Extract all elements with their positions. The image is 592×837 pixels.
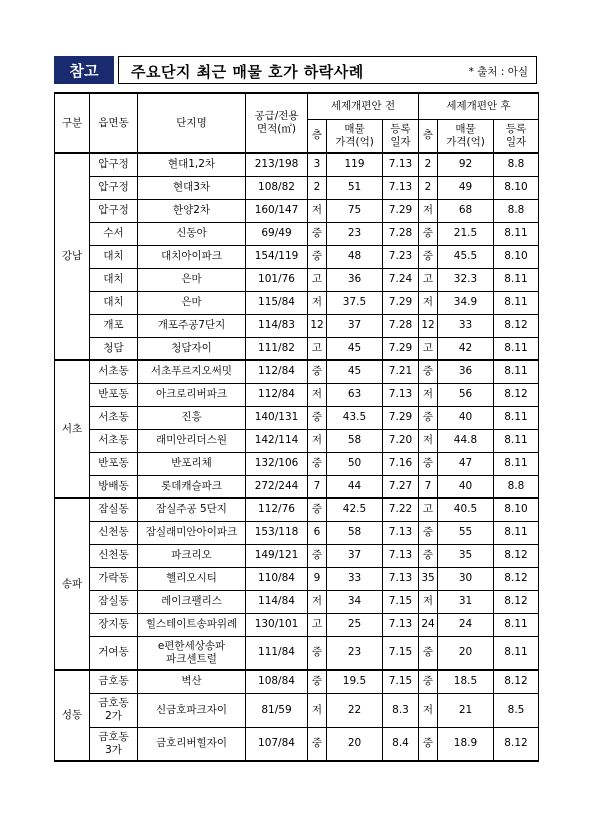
cell-bd: 7.27: [383, 475, 419, 498]
col-before-date: [383, 119, 419, 153]
cell-dong: 반포동: [90, 452, 138, 475]
cell-dong: 방배동: [90, 475, 138, 498]
cell-ap: 18.5: [438, 670, 494, 693]
cell-ap: 36: [438, 360, 494, 383]
cell-ap: 47: [438, 452, 494, 475]
cell-complex: 잠실주공 5단지: [138, 498, 246, 521]
cell-bp: 33: [327, 567, 383, 590]
cell-af: 고: [419, 268, 438, 291]
cell-af: 저: [419, 590, 438, 613]
cell-bf: 중: [308, 406, 327, 429]
cell-dong: 잠실동: [90, 590, 138, 613]
cell-bf: 저: [308, 383, 327, 406]
cell-af: 24: [419, 613, 438, 636]
cell-ap: 68: [438, 199, 494, 222]
cell-bp: 37.5: [327, 291, 383, 314]
col-after-date: [494, 119, 539, 153]
cell-af: 중: [419, 360, 438, 383]
cell-bd: 7.13: [383, 176, 419, 199]
cell-ad: 8.11: [494, 337, 539, 360]
cell-bp: 58: [327, 429, 383, 452]
cell-bd: 7.20: [383, 429, 419, 452]
cell-bp: 20: [327, 727, 383, 761]
cell-complex: 헬리오시티: [138, 567, 246, 590]
table-row: [55, 268, 539, 291]
cell-area: 110/84: [246, 567, 308, 590]
cell-complex: 금호리버힐자이: [138, 727, 246, 761]
cell-dong: 대치: [90, 291, 138, 314]
cell-af: 저: [419, 199, 438, 222]
cell-bp: 119: [327, 153, 383, 176]
table-row: [55, 153, 539, 176]
cell-bp: 34: [327, 590, 383, 613]
cell-bf: 중: [308, 222, 327, 245]
cell-complex: 신동아: [138, 222, 246, 245]
cell-bf: 중: [308, 245, 327, 268]
cell-area: 108/84: [246, 670, 308, 693]
table-row: [55, 613, 539, 636]
cell-dong: 청담: [90, 337, 138, 360]
cell-ap: 21: [438, 693, 494, 727]
cell-area: 115/84: [246, 291, 308, 314]
cell-bd: 8.3: [383, 693, 419, 727]
col-area: [246, 93, 308, 153]
cell-dong: 금호동 2가: [90, 693, 138, 727]
cell-dong: 장지동: [90, 613, 138, 636]
cell-ad: 8.11: [494, 291, 539, 314]
cell-bf: 7: [308, 475, 327, 498]
cell-ap: 34.9: [438, 291, 494, 314]
cell-dong: 금호동: [90, 670, 138, 693]
cell-area: 101/76: [246, 268, 308, 291]
cell-bf: 12: [308, 314, 327, 337]
cell-bp: 19.5: [327, 670, 383, 693]
cell-ad: 8.11: [494, 360, 539, 383]
cell-bp: 44: [327, 475, 383, 498]
cell-af: 중: [419, 636, 438, 670]
cell-complex: 개포주공7단지: [138, 314, 246, 337]
cell-area: 69/49: [246, 222, 308, 245]
cell-bd: 8.4: [383, 727, 419, 761]
cell-ap: 49: [438, 176, 494, 199]
cell-dong: 거여동: [90, 636, 138, 670]
col-complex: 단지명: [138, 93, 246, 153]
cell-ad: 8.8: [494, 153, 539, 176]
cell-ap: 32.3: [438, 268, 494, 291]
cell-bp: 36: [327, 268, 383, 291]
table-body: [55, 153, 539, 761]
table-row: [55, 567, 539, 590]
cell-area: 114/84: [246, 590, 308, 613]
cell-area: 142/114: [246, 429, 308, 452]
cell-complex: 파크리오: [138, 544, 246, 567]
cell-ad: 8.11: [494, 636, 539, 670]
listing-table: [54, 92, 539, 762]
cell-area: 112/84: [246, 383, 308, 406]
table-row: [55, 727, 539, 761]
cell-dong: 신천동: [90, 521, 138, 544]
cell-ad: 8.5: [494, 693, 539, 727]
cell-bd: 7.29: [383, 337, 419, 360]
cell-ad: 8.11: [494, 429, 539, 452]
table-row: [55, 291, 539, 314]
cell-bd: 7.23: [383, 245, 419, 268]
cell-complex: 대치아이파크: [138, 245, 246, 268]
cell-af: 중: [419, 670, 438, 693]
cell-area: 112/84: [246, 360, 308, 383]
title-box: [118, 56, 537, 84]
cell-bd: 7.15: [383, 590, 419, 613]
cell-bf: 중: [308, 636, 327, 670]
cell-bf: 저: [308, 291, 327, 314]
col-dong: 읍면동: [90, 93, 138, 153]
cell-dong: 수서: [90, 222, 138, 245]
cell-af: 중: [419, 727, 438, 761]
cell-ap: 44.8: [438, 429, 494, 452]
table-row: [55, 176, 539, 199]
cell-af: 저: [419, 429, 438, 452]
cell-bf: 저: [308, 429, 327, 452]
cell-dong: 금호동 3가: [90, 727, 138, 761]
cell-bp: 75: [327, 199, 383, 222]
table-row: [55, 475, 539, 498]
cell-ap: 42: [438, 337, 494, 360]
cell-bd: 7.28: [383, 314, 419, 337]
cell-dong: 대치: [90, 268, 138, 291]
cell-bp: 22: [327, 693, 383, 727]
cell-ad: 8.12: [494, 383, 539, 406]
cell-complex: 래미안리더스원: [138, 429, 246, 452]
cell-ap: 56: [438, 383, 494, 406]
cell-ad: 8.12: [494, 567, 539, 590]
cell-bf: 3: [308, 153, 327, 176]
cell-ap: 30: [438, 567, 494, 590]
cell-area: 108/82: [246, 176, 308, 199]
table-row: [55, 406, 539, 429]
col-area-label: 공급/전용 면적(㎡): [254, 110, 299, 135]
cell-ap: 40: [438, 406, 494, 429]
cell-af: 중: [419, 521, 438, 544]
cell-bp: 25: [327, 613, 383, 636]
cell-ad: 8.11: [494, 452, 539, 475]
cell-area: 132/106: [246, 452, 308, 475]
region-cell: 성동: [55, 670, 90, 761]
cell-complex: 반포리체: [138, 452, 246, 475]
cell-bd: 7.28: [383, 222, 419, 245]
cell-af: 2: [419, 153, 438, 176]
cell-af: 중: [419, 245, 438, 268]
cell-af: 2: [419, 176, 438, 199]
table-row: [55, 544, 539, 567]
col-after-floor: 층: [419, 119, 438, 153]
cell-dong: 서초동: [90, 406, 138, 429]
col-after-date-label: 등록 일자: [505, 122, 527, 148]
cell-ap: 24: [438, 613, 494, 636]
cell-bd: 7.29: [383, 406, 419, 429]
cell-area: 149/121: [246, 544, 308, 567]
cell-bf: 2: [308, 176, 327, 199]
cell-bp: 43.5: [327, 406, 383, 429]
cell-ad: 8.8: [494, 475, 539, 498]
cell-ap: 35: [438, 544, 494, 567]
cell-complex: 진흥: [138, 406, 246, 429]
cell-complex: 롯데캐슬파크: [138, 475, 246, 498]
table-row: [55, 314, 539, 337]
cell-bp: 45: [327, 337, 383, 360]
cell-area: 81/59: [246, 693, 308, 727]
cell-complex: 레이크팰리스: [138, 590, 246, 613]
cell-area: 154/119: [246, 245, 308, 268]
cell-bf: 9: [308, 567, 327, 590]
cell-af: 중: [419, 452, 438, 475]
cell-dong: 개포: [90, 314, 138, 337]
cell-ad: 8.11: [494, 268, 539, 291]
cell-bd: 7.21: [383, 360, 419, 383]
cell-bf: 중: [308, 452, 327, 475]
cell-bf: 중: [308, 544, 327, 567]
cell-dong: 신천동: [90, 544, 138, 567]
cell-ad: 8.11: [494, 406, 539, 429]
cell-af: 저: [419, 693, 438, 727]
cell-area: 107/84: [246, 727, 308, 761]
cell-dong: 서초동: [90, 429, 138, 452]
cell-af: 중: [419, 406, 438, 429]
cell-ad: 8.10: [494, 245, 539, 268]
col-before-date-label: 등록 일자: [390, 122, 411, 148]
cell-bf: 고: [308, 268, 327, 291]
cell-af: 35: [419, 567, 438, 590]
cell-bd: 7.22: [383, 498, 419, 521]
cell-complex: 힐스테이트송파위례: [138, 613, 246, 636]
cell-bf: 중: [308, 727, 327, 761]
cell-bd: 7.13: [383, 153, 419, 176]
col-before-price-label: 매물 가격(억): [335, 122, 374, 148]
cell-area: 153/118: [246, 521, 308, 544]
table-row: [55, 429, 539, 452]
cell-area: 114/83: [246, 314, 308, 337]
table-row: [55, 498, 539, 521]
cell-ad: 8.12: [494, 670, 539, 693]
cell-dong: 서초동: [90, 360, 138, 383]
cell-area: 111/84: [246, 636, 308, 670]
cell-bd: 7.15: [383, 636, 419, 670]
col-before-price: [327, 119, 383, 153]
col-after-price: [438, 119, 494, 153]
col-region: 구분: [55, 93, 90, 153]
cell-ap: 55: [438, 521, 494, 544]
col-after-price-label: 매물 가격(억): [446, 122, 485, 148]
table-row: [55, 670, 539, 693]
cell-bd: 7.13: [383, 383, 419, 406]
cell-bp: 23: [327, 222, 383, 245]
cell-dong: 대치: [90, 245, 138, 268]
page-title: 주요단지 최근 매물 호가 하락사례: [131, 63, 364, 81]
cell-dong: 압구정: [90, 199, 138, 222]
cell-complex: 현대1,2차: [138, 153, 246, 176]
cell-bf: 중: [308, 360, 327, 383]
cell-af: 7: [419, 475, 438, 498]
cell-bd: 7.13: [383, 521, 419, 544]
cell-dong: 압구정: [90, 153, 138, 176]
table-row: [55, 360, 539, 383]
table-row: [55, 521, 539, 544]
table-row: [55, 693, 539, 727]
cell-af: 중: [419, 222, 438, 245]
cell-ad: 8.12: [494, 314, 539, 337]
cell-bf: 저: [308, 590, 327, 613]
cell-ad: 8.10: [494, 176, 539, 199]
col-before: 세제개편안 전: [308, 93, 419, 119]
cell-af: 고: [419, 337, 438, 360]
cell-ad: 8.11: [494, 521, 539, 544]
col-before-floor: 층: [308, 119, 327, 153]
region-cell: 서초: [55, 360, 90, 498]
cell-complex: 서초푸르지오써밋: [138, 360, 246, 383]
cell-area: 213/198: [246, 153, 308, 176]
cell-bf: 고: [308, 337, 327, 360]
cell-bp: 50: [327, 452, 383, 475]
cell-area: 140/131: [246, 406, 308, 429]
table-row: [55, 590, 539, 613]
cell-dong: 잠실동: [90, 498, 138, 521]
cell-dong: 압구정: [90, 176, 138, 199]
cell-area: 112/76: [246, 498, 308, 521]
source-note: * 출처 : 아실: [468, 66, 528, 78]
cell-complex: 벽산: [138, 670, 246, 693]
cell-bp: 58: [327, 521, 383, 544]
cell-bd: 7.13: [383, 613, 419, 636]
cell-area: 130/101: [246, 613, 308, 636]
cell-dong: 가락동: [90, 567, 138, 590]
table-row: [55, 222, 539, 245]
cell-bp: 23: [327, 636, 383, 670]
cell-complex: 청담자이: [138, 337, 246, 360]
cell-bf: 저: [308, 199, 327, 222]
cell-ad: 8.12: [494, 590, 539, 613]
cell-complex: 한양2차: [138, 199, 246, 222]
table-row: [55, 199, 539, 222]
cell-area: 111/82: [246, 337, 308, 360]
cell-bd: 7.24: [383, 268, 419, 291]
table-row: [55, 383, 539, 406]
cell-bp: 37: [327, 544, 383, 567]
cell-bp: 37: [327, 314, 383, 337]
cell-bf: 중: [308, 670, 327, 693]
cell-ad: 8.10: [494, 498, 539, 521]
table-row: [55, 245, 539, 268]
cell-ad: 8.12: [494, 544, 539, 567]
cell-ap: 45.5: [438, 245, 494, 268]
cell-ad: 8.11: [494, 222, 539, 245]
cell-ap: 20: [438, 636, 494, 670]
cell-dong: 반포동: [90, 383, 138, 406]
table-row: [55, 337, 539, 360]
cell-ad: 8.8: [494, 199, 539, 222]
cell-af: 중: [419, 544, 438, 567]
cell-ap: 18.9: [438, 727, 494, 761]
cell-bf: 고: [308, 613, 327, 636]
cell-complex: 은마: [138, 268, 246, 291]
cell-ap: 40: [438, 475, 494, 498]
cell-af: 저: [419, 291, 438, 314]
table-row: [55, 636, 539, 670]
cell-ap: 92: [438, 153, 494, 176]
region-cell: 강남: [55, 153, 90, 360]
cell-complex: 아크로리버파크: [138, 383, 246, 406]
cell-bp: 48: [327, 245, 383, 268]
region-cell: 송파: [55, 498, 90, 670]
cell-bp: 51: [327, 176, 383, 199]
cell-af: 저: [419, 383, 438, 406]
col-after: 세제개편안 후: [419, 93, 539, 119]
cell-bf: 중: [308, 498, 327, 521]
cell-ad: 8.11: [494, 613, 539, 636]
cell-bp: 63: [327, 383, 383, 406]
table-row: [55, 452, 539, 475]
reference-tag: 참고: [54, 56, 114, 84]
cell-af: 고: [419, 498, 438, 521]
cell-ad: 8.12: [494, 727, 539, 761]
cell-bd: 7.16: [383, 452, 419, 475]
cell-af: 12: [419, 314, 438, 337]
cell-ap: 31: [438, 590, 494, 613]
cell-bd: 7.29: [383, 291, 419, 314]
cell-bp: 45: [327, 360, 383, 383]
cell-bd: 7.15: [383, 670, 419, 693]
cell-complex: 현대3차: [138, 176, 246, 199]
cell-bd: 7.13: [383, 567, 419, 590]
cell-area: 160/147: [246, 199, 308, 222]
cell-bf: 6: [308, 521, 327, 544]
cell-bf: 저: [308, 693, 327, 727]
cell-complex: 은마: [138, 291, 246, 314]
cell-bd: 7.13: [383, 544, 419, 567]
cell-complex: e편한세상송파 파크센트럴: [138, 636, 246, 670]
cell-bd: 7.29: [383, 199, 419, 222]
cell-bp: 42.5: [327, 498, 383, 521]
cell-ap: 33: [438, 314, 494, 337]
cell-ap: 21.5: [438, 222, 494, 245]
cell-ap: 40.5: [438, 498, 494, 521]
header: [54, 56, 537, 84]
cell-complex: 신금호파크자이: [138, 693, 246, 727]
cell-complex: 잠실래미안아이파크: [138, 521, 246, 544]
cell-area: 272/244: [246, 475, 308, 498]
